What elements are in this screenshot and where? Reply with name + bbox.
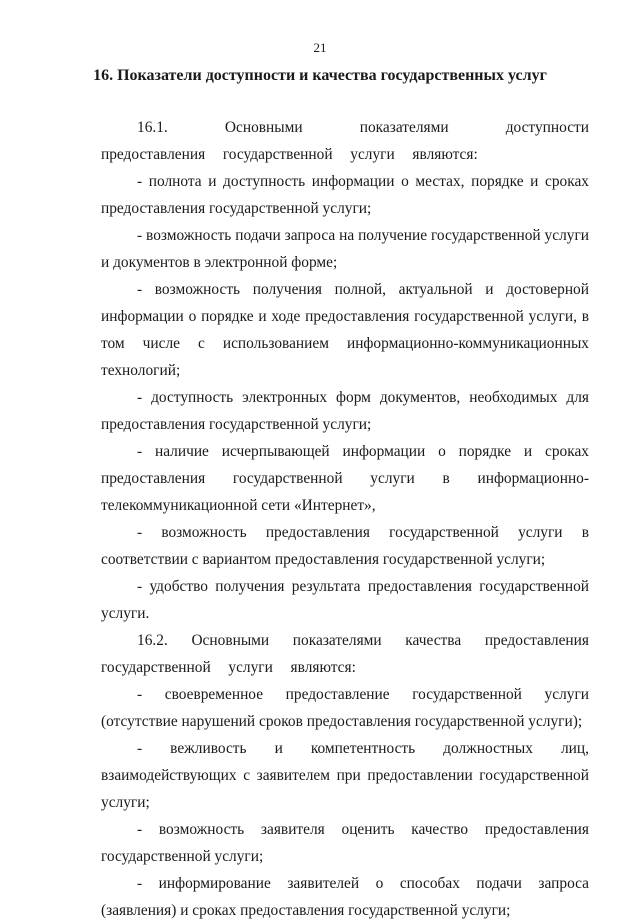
list-item-result-convenience: - удобство получения результата предоставления государственной услуги. <box>101 578 589 622</box>
page-number: 21 <box>313 40 327 55</box>
paragraph-16-1-intro: 16.1. Основными показателями доступности предоставления государственной услуги являются: <box>101 119 589 163</box>
list-item-electronic-forms: - доступность электронных форм документов, необходимых для предоставления государственной услуги; <box>101 389 589 433</box>
list-item-timeliness: - своевременное предоставление государственной услуги (отсутствие нарушений сроков предоставления государственной услуги); <box>101 686 589 730</box>
list-item-internet-information: - наличие исчерпывающей информации о порядке и сроках предоставления государственной услуги в информационно-телекоммуникационной сети «Интернет», <box>101 443 589 514</box>
paragraph-16-2-intro: 16.2. Основными показателями качества предоставления государственной услуги являются: <box>101 632 589 676</box>
list-item-courtesy: - вежливость и компетентность должностных лиц, взаимодействующих с заявителем при предоставлении государственной услуги; <box>101 740 589 811</box>
list-item-electronic-submission: - возможность подачи запроса на получение государственной услуги и документов в электронной форме; <box>101 227 589 271</box>
list-item-full-information: - возможность получения полной, актуальной и достоверной информации о порядке и ходе предоставления государственной услуги, в том числе с использованием информационно-коммуникационных технологий; <box>101 281 589 379</box>
list-item-completeness: - полнота и доступность информации о местах, порядке и сроках предоставления государственной услуги; <box>101 173 589 217</box>
list-item-informing-applicants: - информирование заявителей о способах подачи запроса (заявления) и сроках предоставления государственной услуги; <box>101 875 589 919</box>
section-heading: 16. Показатели доступности и качества государственных услуг <box>93 67 547 84</box>
document-body <box>101 114 589 924</box>
list-item-quality-rating: - возможность заявителя оценить качество предоставления государственной услуги; <box>101 821 589 865</box>
list-item-variant: - возможность предоставления государственной услуги в соответствии с вариантом предоставления государственной услуги; <box>101 524 589 568</box>
